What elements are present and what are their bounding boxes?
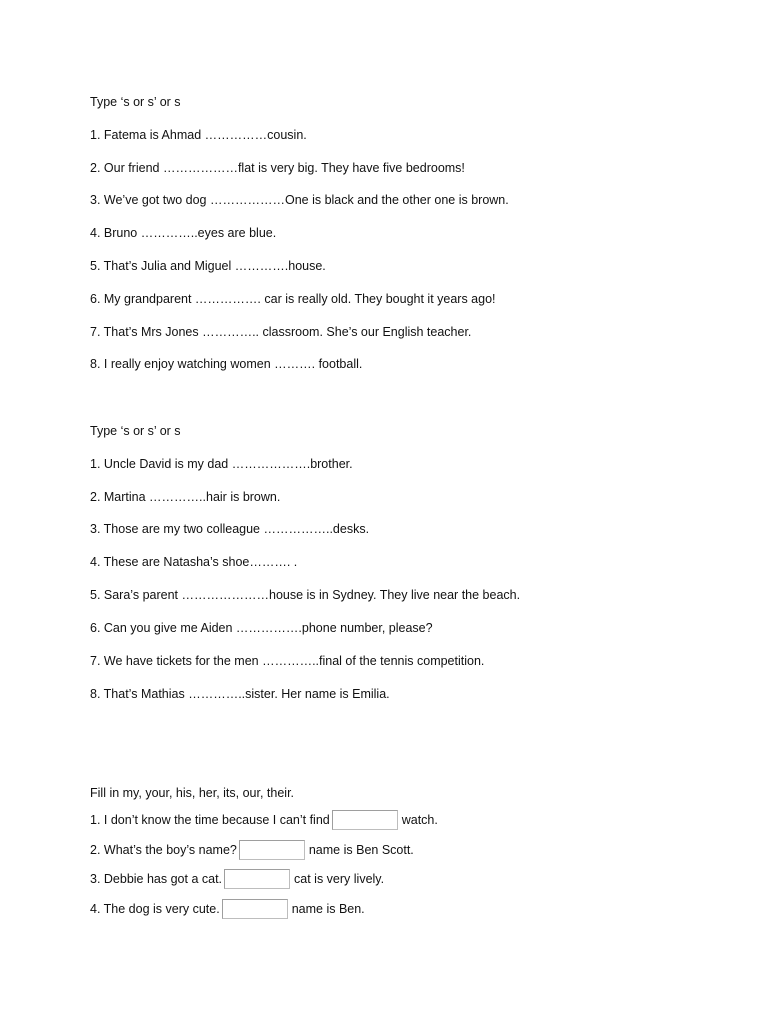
section2-item-8: 8. That’s Mathias …………..sister. Her name is Emilia. [90, 687, 390, 701]
section3-item-3-after: cat is very lively. [294, 872, 385, 886]
section3-item-1-after: watch. [401, 813, 438, 827]
section3-item-3-before: 3. Debbie has got a cat. [90, 872, 223, 886]
section1-heading: Type ‘s or s’ or s [90, 95, 181, 109]
section2-item-7: 7. We have tickets for the men …………..final of the tennis competition. [90, 654, 485, 668]
section3-item-1-before: 1. I don’t know the time because I can’t find [90, 813, 330, 827]
section3-item-2 [90, 838, 414, 858]
section3-item-2-before: 2. What’s the boy’s name? [90, 843, 237, 857]
section3-item-4 [90, 897, 365, 917]
section3-item-4-after: name is Ben. [291, 902, 365, 916]
section3-item-3 [90, 867, 384, 887]
section2-item-5: 5. Sara’s parent …………………house is in Sydney. They live near the beach. [90, 588, 521, 602]
section2-item-3: 3. Those are my two colleague ……………..desks. [90, 522, 370, 536]
section2-heading: Type ‘s or s’ or s [90, 424, 181, 438]
section3-item-2-after: name is Ben Scott. [308, 843, 414, 857]
answer-box-4[interactable] [222, 899, 288, 919]
answer-box-2[interactable] [239, 840, 305, 860]
section1-item-4: 4. Bruno …………..eyes are blue. [90, 226, 277, 240]
section2-item-6: 6. Can you give me Aiden …………….phone number, please? [90, 621, 433, 635]
answer-box-3[interactable] [224, 869, 290, 889]
section2-item-2: 2. Martina …………..hair is brown. [90, 490, 281, 504]
section2-item-1: 1. Uncle David is my dad ……………….brother. [90, 457, 353, 471]
section1-item-8: 8. I really enjoy watching women ………. football. [90, 357, 363, 371]
section2-item-4: 4. These are Natasha’s shoe………. . [90, 555, 298, 569]
section3-item-4-before: 4. The dog is very cute. [90, 902, 220, 916]
section1-item-2: 2. Our friend ………………flat is very big. They have five bedrooms! [90, 161, 465, 175]
section1-item-6: 6. My grandparent ……………. car is really old. They bought it years ago! [90, 292, 496, 306]
section1-item-5: 5. That’s Julia and Miguel ………….house. [90, 259, 326, 273]
section1-item-3: 3. We’ve got two dog ………………One is black and the other one is brown. [90, 193, 509, 207]
section3-heading: Fill in my, your, his, her, its, our, their. [90, 786, 295, 800]
answer-box-1[interactable] [332, 810, 398, 830]
section1-item-1: 1. Fatema is Ahmad ……………cousin. [90, 128, 307, 142]
section1-item-7: 7. That’s Mrs Jones ………….. classroom. She’s our English teacher. [90, 325, 472, 339]
section3-item-1 [90, 808, 438, 828]
